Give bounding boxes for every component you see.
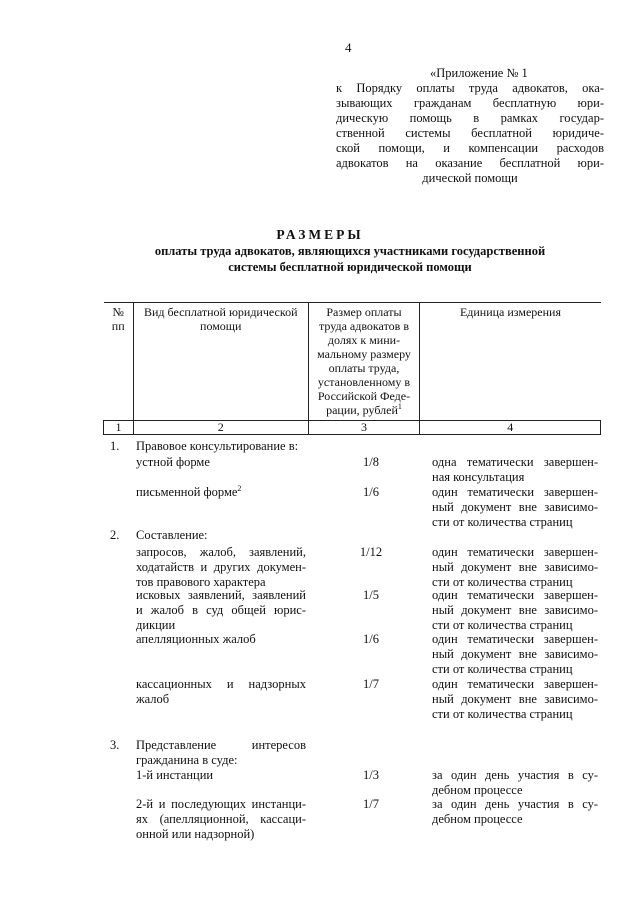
item-name bbox=[136, 485, 306, 500]
appendix-line: к Порядку оплаты труда адвокатов, ока- bbox=[336, 81, 604, 95]
item-unit bbox=[432, 545, 598, 590]
unit-line: один тематически завершен- bbox=[432, 545, 598, 559]
name-line: дикции bbox=[136, 618, 176, 632]
unit-line: сти от количества страниц bbox=[432, 618, 573, 632]
appendix-line: адвокатов на оказание бесплатной юри- bbox=[336, 156, 604, 170]
unit-line: сти от количества страниц bbox=[432, 515, 573, 529]
item-name bbox=[136, 545, 306, 590]
column-number: 1 bbox=[104, 421, 134, 435]
unit-line: за один день участия в су- bbox=[432, 797, 598, 811]
appendix-line: зывающих гражданам бесплатную юри- bbox=[336, 96, 604, 110]
rates-table-header bbox=[103, 302, 601, 435]
unit-line: ный документ вне зависимо- bbox=[432, 692, 598, 706]
name-line: жалоб bbox=[136, 692, 170, 706]
header-payment-size bbox=[308, 303, 420, 421]
item-name: апелляционных жалоб bbox=[136, 632, 256, 646]
header-line bbox=[312, 403, 417, 417]
item-value: 1/7 bbox=[363, 797, 379, 811]
column-number: 2 bbox=[133, 421, 308, 435]
unit-line: один тематически завершен- bbox=[432, 485, 598, 499]
unit-line: сти от количества страниц bbox=[432, 707, 573, 721]
section-number: 3. bbox=[110, 738, 120, 752]
header-line: труда адвокатов в bbox=[318, 319, 409, 333]
document-title: РАЗМЕРЫ bbox=[276, 227, 364, 242]
section-heading: Правовое консультирование в: bbox=[136, 439, 299, 453]
unit-line: ная консультация bbox=[432, 470, 525, 484]
appendix-line: дической помощи bbox=[422, 171, 518, 185]
item-value: 1/5 bbox=[363, 588, 379, 602]
heading-line: гражданина в суде: bbox=[136, 753, 238, 767]
footnote-mark: 1 bbox=[397, 402, 402, 411]
header-line: установленному в bbox=[317, 375, 411, 389]
unit-line: ный документ вне зависимо- bbox=[432, 603, 598, 617]
header-line: оплаты труда, bbox=[328, 361, 400, 375]
subtitle-line: системы бесплатной юридической помощи bbox=[228, 260, 472, 274]
unit-line: ный документ вне зависимо- bbox=[432, 647, 598, 661]
item-name: 1-й инстанции bbox=[136, 768, 214, 782]
name-line: онной или надзорной) bbox=[136, 827, 255, 841]
page-number: 4 bbox=[345, 40, 352, 55]
footnote-mark: 2 bbox=[237, 483, 242, 493]
unit-line: ный документ вне зависимо- bbox=[432, 500, 598, 514]
column-number: 4 bbox=[420, 421, 601, 435]
item-unit bbox=[432, 632, 598, 677]
name-line: кассационных и надзорных bbox=[136, 677, 306, 691]
name-line: тов правового характера bbox=[136, 575, 266, 589]
unit-line: один тематически завершен- bbox=[432, 632, 598, 646]
unit-line: сти от количества страниц bbox=[432, 662, 573, 676]
item-value: 1/7 bbox=[363, 677, 379, 691]
unit-line: за один день участия в су- bbox=[432, 768, 598, 782]
heading-line: Представление интересов bbox=[136, 738, 306, 752]
item-unit bbox=[432, 455, 598, 485]
section-number: 1. bbox=[110, 439, 120, 453]
name-line: ях (апелляционной, кассаци- bbox=[136, 812, 306, 826]
unit-line: ный документ вне зависимо- bbox=[432, 560, 598, 574]
name-line: 2-й и последующих инстанци- bbox=[136, 797, 306, 811]
header-line: долях к мини- bbox=[327, 333, 401, 347]
item-name bbox=[136, 677, 306, 707]
appendix-line: дическую помощь в рамках государ- bbox=[336, 111, 604, 125]
name-line: запросов, жалоб, заявлений, bbox=[136, 545, 306, 559]
item-unit bbox=[432, 485, 598, 530]
column-number: 3 bbox=[308, 421, 420, 435]
unit-line: дебном процессе bbox=[432, 812, 523, 826]
item-name bbox=[136, 797, 306, 842]
header-unit: Единица измерения bbox=[420, 303, 601, 421]
name-line: исковых заявлений, заявлений bbox=[136, 588, 306, 602]
header-line: Размер оплаты bbox=[326, 305, 402, 319]
unit-line: один тематически завершен- bbox=[432, 588, 598, 602]
appendix-line: ской помощи, и компенсации расходов bbox=[336, 141, 604, 155]
subtitle-line: оплаты труда адвокатов, являющихся участниками государственной bbox=[154, 244, 546, 258]
section-heading bbox=[136, 738, 306, 768]
appendix-header bbox=[336, 66, 604, 186]
section-number: 2. bbox=[110, 528, 120, 542]
header-line: мальному размеру bbox=[317, 347, 411, 361]
name-line: и жалоб в суд общей юрис- bbox=[136, 603, 306, 617]
item-value: 1/6 bbox=[363, 632, 379, 646]
item-value: 1/6 bbox=[363, 485, 379, 499]
unit-line: дебном процессе bbox=[432, 783, 523, 797]
item-name-text: письменной форме bbox=[136, 485, 238, 499]
header-line: помощи bbox=[200, 319, 242, 333]
item-unit bbox=[432, 677, 598, 722]
item-unit bbox=[432, 797, 598, 827]
header-service-type bbox=[133, 303, 308, 421]
item-unit bbox=[432, 768, 598, 798]
header-line: Вид бесплатной юридической bbox=[144, 305, 298, 319]
item-unit bbox=[432, 588, 598, 633]
header-line-text: рации, рублей bbox=[326, 403, 398, 417]
item-name bbox=[136, 588, 306, 633]
name-line: ходатайств и других докумен- bbox=[136, 560, 306, 574]
header-line: № bbox=[112, 305, 124, 319]
document-subtitle bbox=[110, 243, 590, 275]
header-line: пп bbox=[111, 319, 125, 333]
item-value: 1/3 bbox=[363, 768, 379, 782]
item-value: 1/8 bbox=[363, 455, 379, 469]
unit-line: сти от количества страниц bbox=[432, 575, 573, 589]
unit-line: один тематически завершен- bbox=[432, 677, 598, 691]
item-value: 1/12 bbox=[359, 545, 383, 559]
unit-line: одна тематически завершен- bbox=[432, 455, 598, 469]
header-number bbox=[104, 303, 134, 421]
header-line: Российской Феде- bbox=[317, 389, 411, 403]
section-heading: Составление: bbox=[136, 528, 208, 542]
appendix-line: «Приложение № 1 bbox=[430, 66, 528, 80]
appendix-line: ственной системы бесплатной юридиче- bbox=[336, 126, 604, 140]
item-name: устной форме bbox=[136, 455, 210, 469]
